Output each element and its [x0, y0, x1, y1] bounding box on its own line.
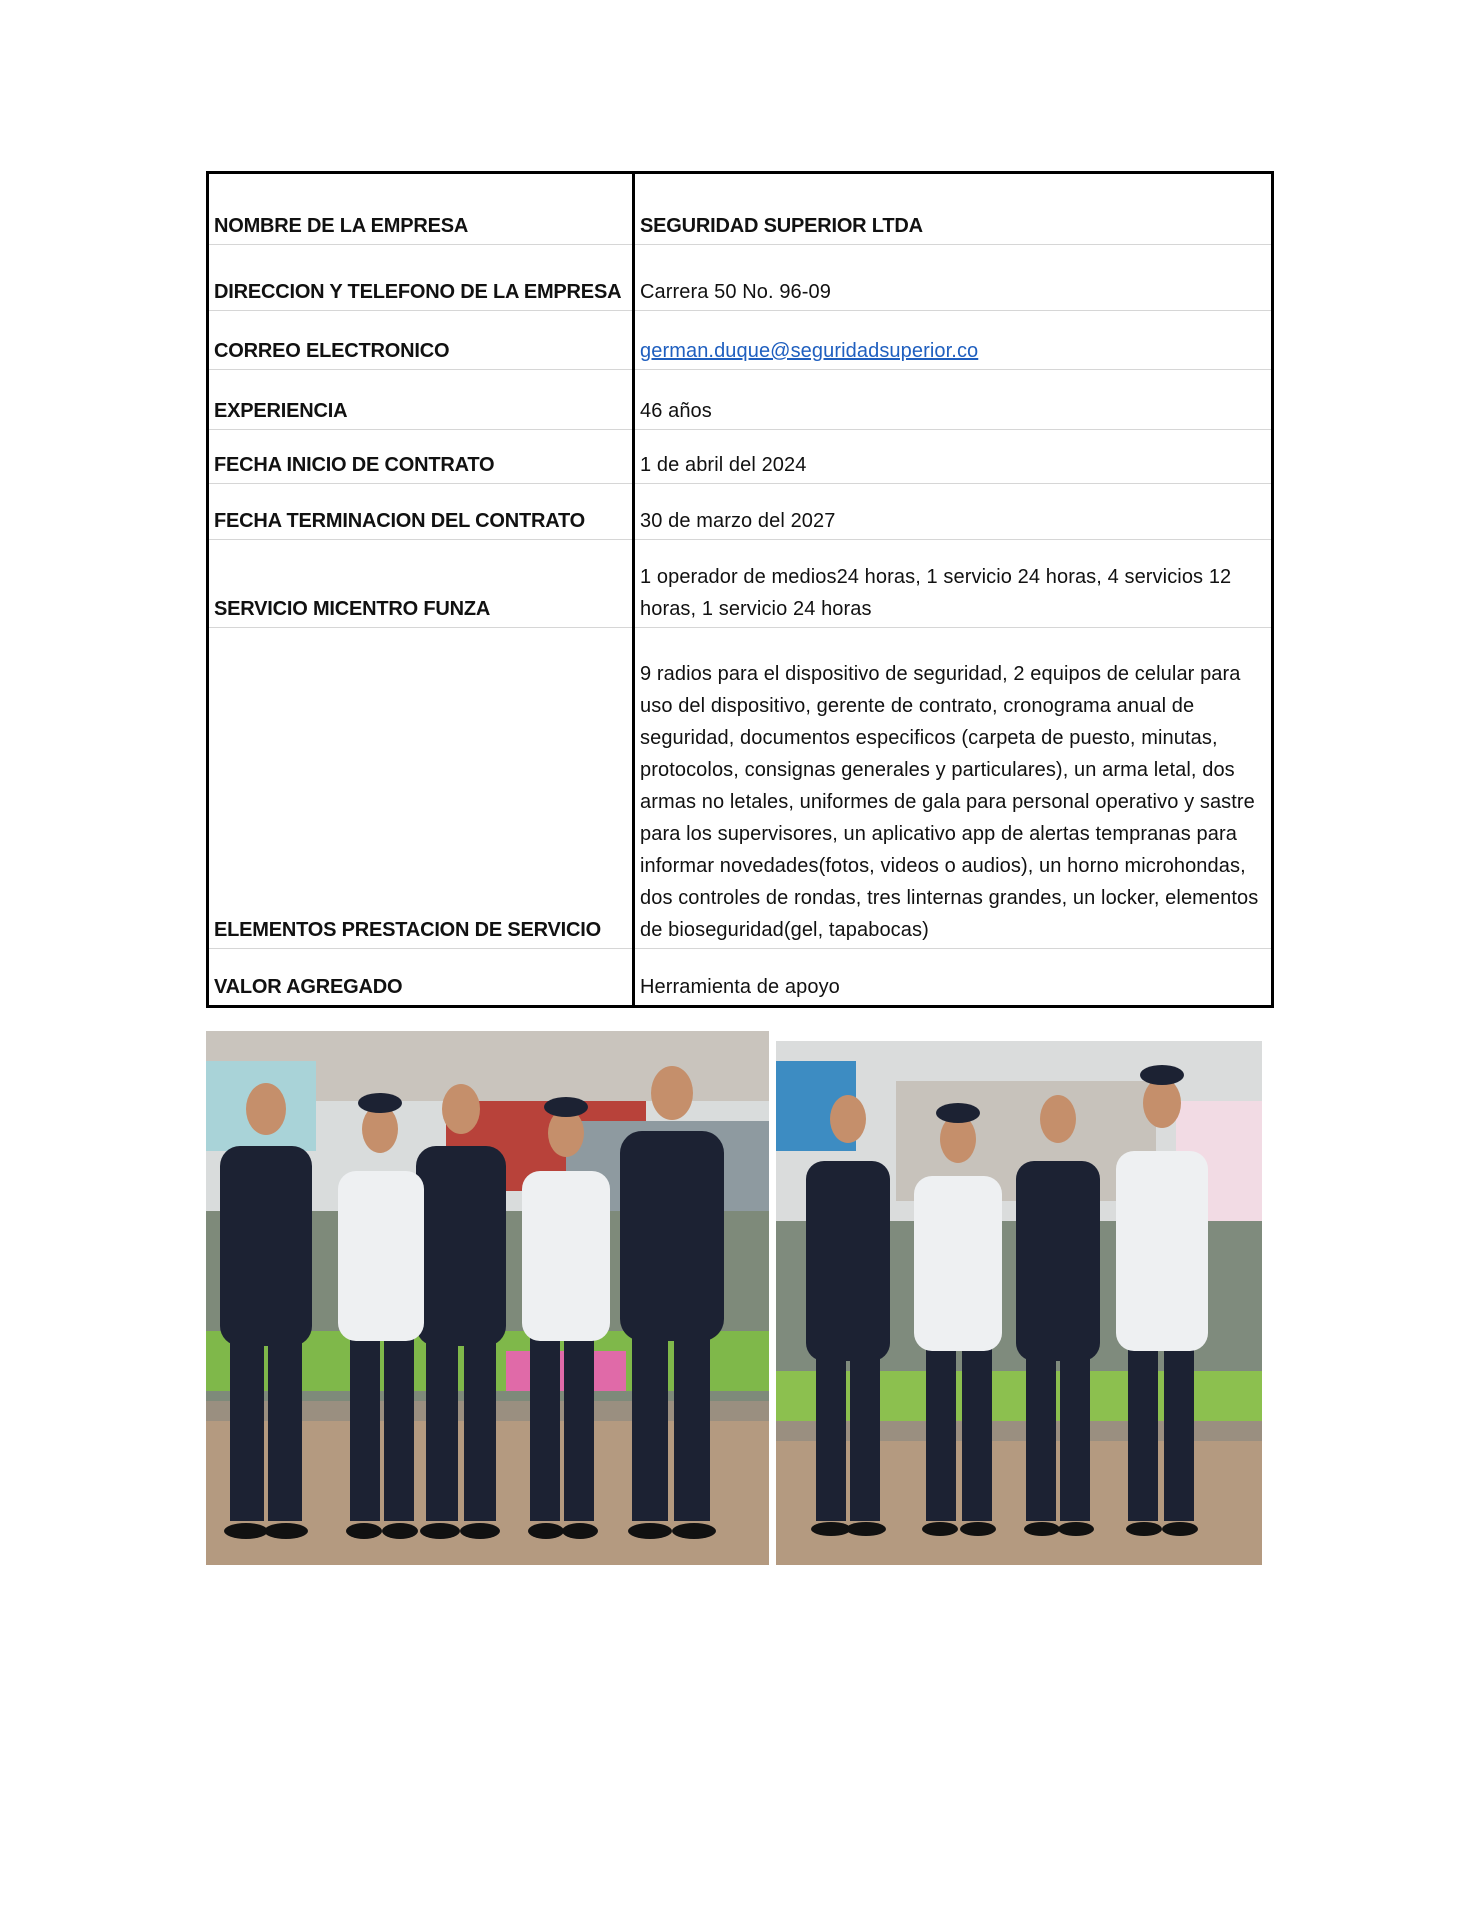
label-contract-start: FECHA INICIO DE CONTRATO — [208, 430, 634, 484]
value-email-cell — [634, 311, 1273, 370]
table-row — [208, 628, 1273, 949]
table-row — [208, 540, 1273, 628]
table-row — [208, 949, 1273, 1007]
value-company-name: SEGURIDAD SUPERIOR LTDA — [634, 173, 1273, 245]
value-contract-end: 30 de marzo del 2027 — [634, 484, 1273, 540]
photo-illustration — [776, 1041, 1262, 1565]
value-address-phone: Carrera 50 No. 96-09 — [634, 245, 1273, 311]
table-row — [208, 311, 1273, 370]
security-team-photo-2 — [776, 1041, 1262, 1565]
photo-illustration — [206, 1031, 769, 1565]
label-email: CORREO ELECTRONICO — [208, 311, 634, 370]
table-row — [208, 173, 1273, 245]
table-row — [208, 370, 1273, 430]
label-service: SERVICIO MICENTRO FUNZA — [208, 540, 634, 628]
label-experience: EXPERIENCIA — [208, 370, 634, 430]
label-added-value: VALOR AGREGADO — [208, 949, 634, 1007]
label-address-phone: DIRECCION Y TELEFONO DE LA EMPRESA — [208, 245, 634, 311]
value-added-value: Herramienta de apoyo — [640, 976, 840, 998]
value-experience: 46 años — [634, 370, 1273, 430]
label-company-name: NOMBRE DE LA EMPRESA — [208, 173, 634, 245]
table-row — [208, 245, 1273, 311]
security-team-photo-1 — [206, 1031, 769, 1565]
label-service-elements: ELEMENTOS PRESTACION DE SERVICIO — [208, 628, 634, 949]
value-contract-start: 1 de abril del 2024 — [634, 430, 1273, 484]
company-info-table — [206, 171, 1274, 1008]
value-service-elements: 9 radios para el dispositivo de seguridad, 2 equipos de celular para uso del dispositivo, gerente de contrato, cronograma anual de seguridad, documentos especificos (carpeta de puesto, minutas, protocolos, consignas generales y particulares), un arma letal, dos armas no letales, uniformes de gala para personal operativo y sastre para los supervisores, un aplicativo app de alertas tempranas para informar novedades(fotos, videos o audios), un horno microhondas, dos controles de rondas, tres linternas grandes, un locker, elementos de bioseguridad(gel, tapabocas) — [634, 628, 1273, 949]
value-service: 1 operador de medios24 horas, 1 servicio 24 horas, 4 servicios 12 horas, 1 servicio 24 horas — [634, 540, 1273, 628]
table-row — [208, 484, 1273, 540]
label-contract-end: FECHA TERMINACION DEL CONTRATO — [208, 484, 634, 540]
table-row — [208, 430, 1273, 484]
email-link[interactable]: german.duque@seguridadsuperior.co — [640, 340, 979, 362]
